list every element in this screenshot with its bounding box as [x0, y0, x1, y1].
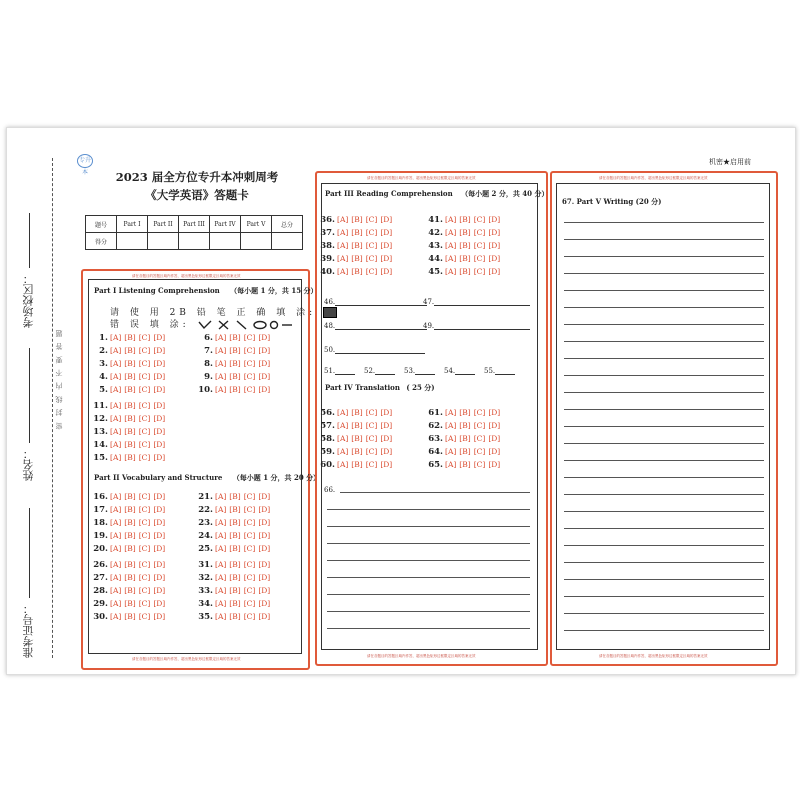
- question-number: 36.: [320, 215, 335, 225]
- score-header: Part II: [148, 216, 179, 233]
- score-table: [85, 215, 303, 250]
- question-row[interactable]: 59. [A] [B] [C] [D]: [315, 447, 395, 458]
- question-number: 40.: [320, 267, 335, 277]
- score-header: Part V: [241, 216, 272, 233]
- question-number: 12.: [93, 414, 108, 424]
- question-number: 24.: [198, 531, 213, 541]
- part3-score: （每小题 2 分，共 40 分）: [461, 189, 549, 198]
- q66-label: 66.: [324, 486, 336, 494]
- fill-instructions: [110, 307, 317, 331]
- question-row[interactable]: 24. [A] [B] [C] [D]: [193, 531, 273, 542]
- question-row[interactable]: 29. [A] [B] [C] [D]: [88, 599, 168, 610]
- notice-bottom-2: 请在各题目的答题区域内作答，超出黑色矩形边框限定区域的答案无效: [367, 654, 476, 658]
- question-row[interactable]: 7. [A] [B] [C] [D]: [193, 346, 273, 357]
- answer-line[interactable]: [327, 577, 530, 578]
- score-header: 总分: [272, 216, 303, 233]
- question-number: 42.: [428, 228, 443, 238]
- question-number: 44.: [428, 254, 443, 264]
- secret-mark: 机密★启用前: [709, 158, 751, 166]
- question-row[interactable]: 42. [A] [B] [C] [D]: [423, 228, 503, 239]
- question-number: 21.: [198, 492, 213, 502]
- question-row[interactable]: 60. [A] [B] [C] [D]: [315, 460, 395, 471]
- score-cell[interactable]: [272, 233, 303, 250]
- question-row[interactable]: 33. [A] [B] [C] [D]: [193, 586, 273, 597]
- question-number: 59.: [320, 447, 335, 457]
- answer-line[interactable]: [327, 611, 530, 612]
- part5-title: 67. Part V Writing (20 分): [562, 197, 662, 206]
- fill-item-51[interactable]: 51.: [324, 367, 355, 375]
- writing-line[interactable]: [564, 596, 764, 597]
- question-row[interactable]: 32. [A] [B] [C] [D]: [193, 573, 273, 584]
- question-row[interactable]: 36. [A] [B] [C] [D]: [315, 215, 395, 226]
- logo-icon: 专升本: [77, 154, 93, 168]
- question-number: 43.: [428, 241, 443, 251]
- question-row[interactable]: 40. [A] [B] [C] [D]: [315, 267, 395, 278]
- writing-line[interactable]: [564, 426, 764, 427]
- writing-line[interactable]: [564, 239, 764, 240]
- question-row[interactable]: 20. [A] [B] [C] [D]: [88, 544, 168, 555]
- notice-top-2: 请在各题目的答题区域内作答，超出黑色矩形边框限定区域的答案无效: [367, 176, 476, 180]
- writing-line[interactable]: [564, 528, 764, 529]
- question-number: 58.: [320, 434, 335, 444]
- question-number: 2.: [99, 346, 108, 356]
- fill-item-53[interactable]: 53.: [404, 367, 435, 375]
- question-number: 62.: [428, 421, 443, 431]
- question-row[interactable]: 65. [A] [B] [C] [D]: [423, 460, 503, 471]
- question-row[interactable]: 1. [A] [B] [C] [D]: [88, 333, 168, 344]
- question-number: 22.: [198, 505, 213, 515]
- fill-item-47[interactable]: 47.: [423, 298, 530, 306]
- question-number: 45.: [428, 267, 443, 277]
- notice-bottom-1: 请在各题目的答题区域内作答，超出黑色矩形边框限定区域的答案无效: [132, 657, 241, 661]
- question-number: 28.: [93, 586, 108, 596]
- question-number: 25.: [198, 544, 213, 554]
- question-row[interactable]: 11. [A] [B] [C] [D]: [88, 401, 168, 412]
- answer-line[interactable]: [327, 628, 530, 629]
- question-number: 38.: [320, 241, 335, 251]
- writing-line[interactable]: [564, 375, 764, 376]
- notice-top-1: 请在各题目的答题区域内作答，超出黑色矩形边框限定区域的答案无效: [132, 274, 241, 278]
- part4-score: ( 25 分): [406, 383, 435, 392]
- sheet-subtitle: 《大学英语》答题卡: [145, 188, 249, 202]
- part1-score: （每小题 1 分，共 15 分）: [230, 286, 318, 295]
- fill-item-50[interactable]: 50.: [324, 346, 425, 354]
- question-row[interactable]: 18. [A] [B] [C] [D]: [88, 518, 168, 529]
- question-row[interactable]: 25. [A] [B] [C] [D]: [193, 544, 273, 555]
- answer-line[interactable]: [340, 492, 530, 493]
- answer-line[interactable]: [327, 509, 530, 510]
- notice-top-3: 请在各题目的答题区域内作答，超出黑色矩形边框限定区域的答案无效: [599, 176, 708, 180]
- part2-title-text: Part II Vocabulary and Structure: [94, 473, 223, 482]
- question-row[interactable]: 13. [A] [B] [C] [D]: [88, 427, 168, 438]
- question-row[interactable]: 8. [A] [B] [C] [D]: [193, 359, 273, 370]
- writing-line[interactable]: [564, 222, 764, 223]
- question-row[interactable]: 30. [A] [B] [C] [D]: [88, 612, 168, 623]
- question-row[interactable]: 57. [A] [B] [C] [D]: [315, 421, 395, 432]
- writing-line[interactable]: [564, 324, 764, 325]
- score-header: Part III: [179, 216, 210, 233]
- writing-line[interactable]: [564, 358, 764, 359]
- question-number: 9.: [204, 372, 213, 382]
- question-number: 18.: [93, 518, 108, 528]
- wrong-fill-row: [110, 319, 290, 331]
- question-row[interactable]: 14. [A] [B] [C] [D]: [88, 440, 168, 451]
- question-row[interactable]: 38. [A] [B] [C] [D]: [315, 241, 395, 252]
- question-row[interactable]: 6. [A] [B] [C] [D]: [193, 333, 273, 344]
- question-row[interactable]: 21. [A] [B] [C] [D]: [193, 492, 273, 503]
- question-row[interactable]: 34. [A] [B] [C] [D]: [193, 599, 273, 610]
- question-row[interactable]: 15. [A] [B] [C] [D]: [88, 453, 168, 464]
- writing-line[interactable]: [564, 579, 764, 580]
- writing-line[interactable]: [564, 409, 764, 410]
- question-number: 23.: [198, 518, 213, 528]
- question-number: 61.: [428, 408, 443, 418]
- score-header: 题号: [86, 216, 117, 233]
- question-number: 37.: [320, 228, 335, 238]
- id-label: 准考证号：: [22, 603, 35, 658]
- id-line: [29, 508, 30, 598]
- fill-item-49[interactable]: 49.: [423, 322, 530, 330]
- question-number: 20.: [93, 544, 108, 554]
- part1-title: [94, 286, 318, 296]
- writing-line[interactable]: [564, 477, 764, 478]
- score-cell[interactable]: [148, 233, 179, 250]
- writing-line[interactable]: [564, 562, 764, 563]
- writing-line[interactable]: [564, 341, 764, 342]
- sheet-title: 2023 届全方位专升本冲刺周考: [115, 170, 279, 184]
- question-number: 27.: [93, 573, 108, 583]
- question-row[interactable]: 9. [A] [B] [C] [D]: [193, 372, 273, 383]
- writing-line[interactable]: [564, 256, 764, 257]
- writing-line[interactable]: [564, 511, 764, 512]
- question-number: 65.: [428, 460, 443, 470]
- question-number: 41.: [428, 215, 443, 225]
- answer-line[interactable]: [327, 594, 530, 595]
- question-row[interactable]: 43. [A] [B] [C] [D]: [423, 241, 503, 252]
- question-number: 17.: [93, 505, 108, 515]
- question-number: 1.: [99, 333, 108, 343]
- question-number: 57.: [320, 421, 335, 431]
- question-number: 32.: [198, 573, 213, 583]
- question-number: 7.: [204, 346, 213, 356]
- binding-strip: [13, 128, 69, 674]
- question-row[interactable]: 63. [A] [B] [C] [D]: [423, 434, 503, 445]
- correct-fill-row: [110, 307, 317, 319]
- question-row[interactable]: 31. [A] [B] [C] [D]: [193, 560, 273, 571]
- question-number: 29.: [93, 599, 108, 609]
- question-number: 11.: [93, 401, 108, 411]
- seal-line: [52, 158, 53, 658]
- school-line: [29, 213, 30, 268]
- question-number: 31.: [198, 560, 213, 570]
- question-number: 35.: [198, 612, 213, 622]
- question-row[interactable]: 10. [A] [B] [C] [D]: [193, 385, 273, 396]
- question-number: 3.: [99, 359, 108, 369]
- question-row[interactable]: 35. [A] [B] [C] [D]: [193, 612, 273, 623]
- question-number: 4.: [99, 372, 108, 382]
- question-number: 30.: [93, 612, 108, 622]
- writing-line[interactable]: [564, 630, 764, 631]
- part3-title-text: Part III Reading Comprehension: [325, 189, 453, 198]
- question-number: 6.: [204, 333, 213, 343]
- question-row[interactable]: 2. [A] [B] [C] [D]: [88, 346, 168, 357]
- score-cell[interactable]: [210, 233, 241, 250]
- question-row[interactable]: 19. [A] [B] [C] [D]: [88, 531, 168, 542]
- question-number: 39.: [320, 254, 335, 264]
- question-row[interactable]: 56. [A] [B] [C] [D]: [315, 408, 395, 419]
- question-number: 16.: [93, 492, 108, 502]
- answer-line[interactable]: [327, 543, 530, 544]
- question-row[interactable]: 22. [A] [B] [C] [D]: [193, 505, 273, 516]
- question-row[interactable]: 41. [A] [B] [C] [D]: [423, 215, 503, 226]
- school-label: 考场校区：: [22, 273, 35, 328]
- question-row[interactable]: 16. [A] [B] [C] [D]: [88, 492, 168, 503]
- score-cell[interactable]: [241, 233, 272, 250]
- score-cell[interactable]: [117, 233, 148, 250]
- question-number: 5.: [99, 385, 108, 395]
- writing-line[interactable]: [564, 443, 764, 444]
- part2-title: [94, 473, 320, 483]
- question-number: 63.: [428, 434, 443, 444]
- wrong-marks-icon: [197, 320, 293, 330]
- seal-text: 密 封 线 内 不 要 答 题: [55, 328, 63, 430]
- part3-title: [325, 189, 549, 199]
- question-row[interactable]: 5. [A] [B] [C] [D]: [88, 385, 168, 396]
- question-row[interactable]: 4. [A] [B] [C] [D]: [88, 372, 168, 383]
- question-row[interactable]: 62. [A] [B] [C] [D]: [423, 421, 503, 432]
- question-row[interactable]: 58. [A] [B] [C] [D]: [315, 434, 395, 445]
- writing-line[interactable]: [564, 290, 764, 291]
- question-number: 56.: [320, 408, 335, 418]
- question-row[interactable]: 37. [A] [B] [C] [D]: [315, 228, 395, 239]
- question-row[interactable]: 39. [A] [B] [C] [D]: [315, 254, 395, 265]
- answer-line[interactable]: [327, 560, 530, 561]
- fill-item-52[interactable]: 52.: [364, 367, 395, 375]
- writing-line[interactable]: [564, 392, 764, 393]
- fill-item-54[interactable]: 54.: [444, 367, 475, 375]
- answer-sheet: [6, 127, 796, 675]
- question-row[interactable]: 64. [A] [B] [C] [D]: [423, 447, 503, 458]
- question-number: 13.: [93, 427, 108, 437]
- writing-line[interactable]: [564, 494, 764, 495]
- name-line: [29, 348, 30, 443]
- question-number: 15.: [93, 453, 108, 463]
- question-number: 14.: [93, 440, 108, 450]
- name-label: 姓名：: [22, 448, 35, 481]
- question-number: 8.: [204, 359, 213, 369]
- writing-line[interactable]: [564, 273, 764, 274]
- correct-fill-label: 请 使 用 2B 铅 笔 正 确 填 涂:: [110, 308, 317, 318]
- writing-line[interactable]: [564, 613, 764, 614]
- writing-line[interactable]: [564, 307, 764, 308]
- answer-line[interactable]: [327, 526, 530, 527]
- question-row[interactable]: 12. [A] [B] [C] [D]: [88, 414, 168, 425]
- question-number: 19.: [93, 531, 108, 541]
- question-row[interactable]: 28. [A] [B] [C] [D]: [88, 586, 168, 597]
- score-header: Part I: [117, 216, 148, 233]
- score-header: Part IV: [210, 216, 241, 233]
- score-cell[interactable]: [179, 233, 210, 250]
- question-number: 10.: [198, 385, 213, 395]
- part4-title: [325, 383, 435, 393]
- question-row[interactable]: 3. [A] [B] [C] [D]: [88, 359, 168, 370]
- writing-line[interactable]: [564, 460, 764, 461]
- fill-item-46[interactable]: 46.: [324, 298, 427, 306]
- fill-item-48[interactable]: 48.: [324, 322, 427, 330]
- question-row[interactable]: 17. [A] [B] [C] [D]: [88, 505, 168, 516]
- question-number: 33.: [198, 586, 213, 596]
- notice-bottom-3: 请在各题目的答题区域内作答，超出黑色矩形边框限定区域的答案无效: [599, 654, 708, 658]
- question-row[interactable]: 23. [A] [B] [C] [D]: [193, 518, 273, 529]
- part1-title-text: Part I Listening Comprehension: [94, 286, 220, 295]
- score-row-label: 得分: [86, 233, 117, 250]
- question-row[interactable]: 45. [A] [B] [C] [D]: [423, 267, 503, 278]
- question-number: 34.: [198, 599, 213, 609]
- question-row[interactable]: 27. [A] [B] [C] [D]: [88, 573, 168, 584]
- writing-line[interactable]: [564, 545, 764, 546]
- part2-score: （每小题 1 分，共 20 分）: [232, 473, 321, 482]
- question-number: 26.: [93, 560, 108, 570]
- question-row[interactable]: 61. [A] [B] [C] [D]: [423, 408, 503, 419]
- question-row[interactable]: 26. [A] [B] [C] [D]: [88, 560, 168, 571]
- question-number: 60.: [320, 460, 335, 470]
- fill-item-55[interactable]: 55.: [484, 367, 515, 375]
- question-number: 64.: [428, 447, 443, 457]
- wrong-fill-label: 错 误 填 涂:: [110, 320, 190, 330]
- question-row[interactable]: 44. [A] [B] [C] [D]: [423, 254, 503, 265]
- part4-title-text: Part IV Translation: [325, 383, 400, 392]
